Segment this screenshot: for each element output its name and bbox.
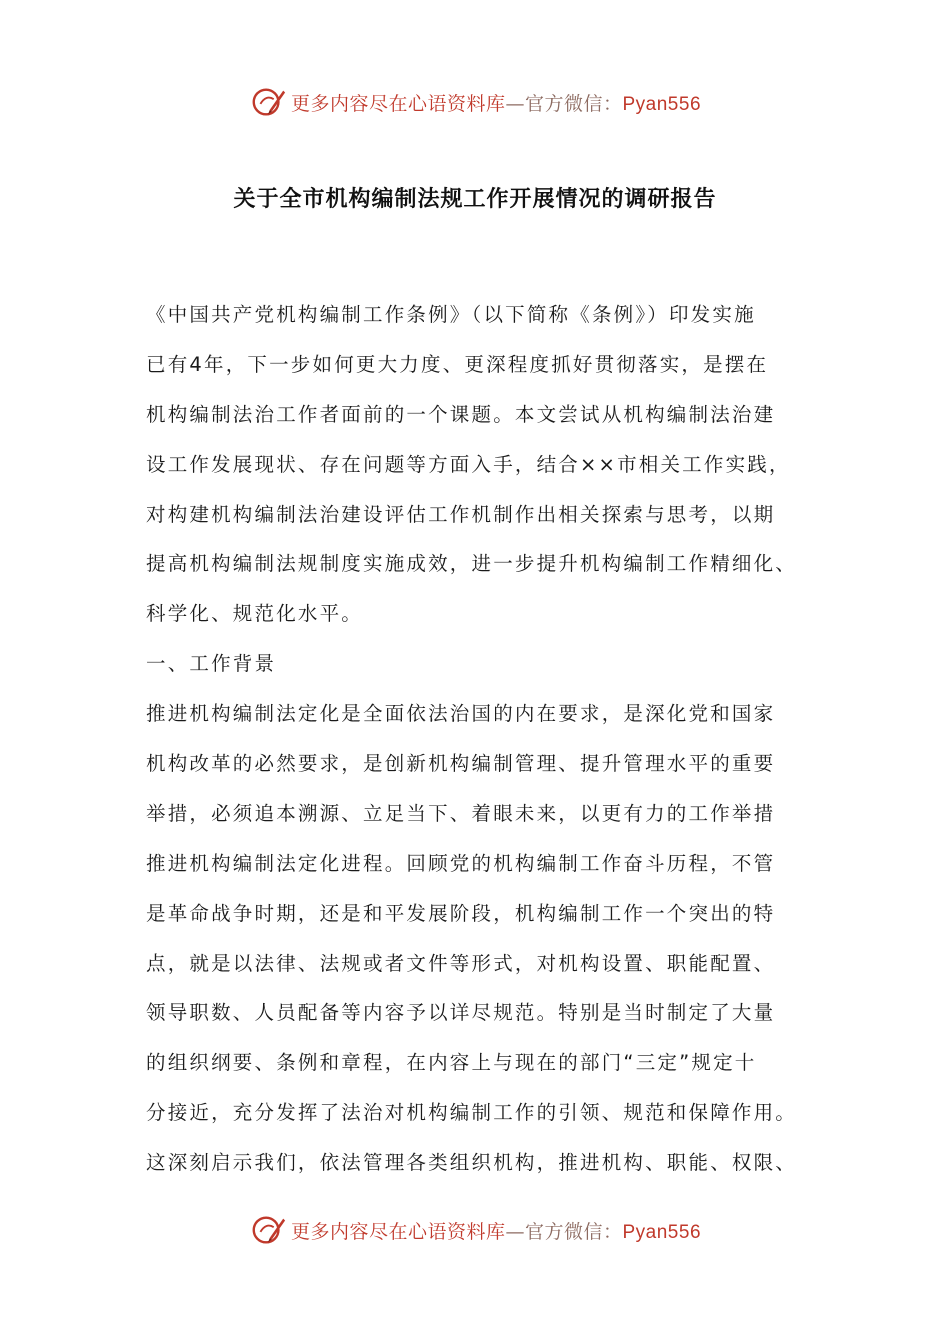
text-line: 科学化、规范化水平。 — [146, 602, 364, 626]
footer-watermark — [0, 1210, 950, 1250]
text-line: 推进机构编制法定化进程。回顾党的机构编制工作奋斗历程，不管 — [146, 851, 776, 875]
text-line: 分接近，充分发挥了法治对机构编制工作的引领、规范和保障作用。 — [146, 1101, 798, 1125]
text-line: 对构建机构编制法治建设评估工作机制作出相关探索与思考，以期 — [146, 502, 776, 526]
pen-logo-icon — [249, 1211, 287, 1249]
text-line: 机构编制法治工作者面前的一个课题。本文尝试从机构编制法治建 — [146, 402, 776, 426]
text-line: 提高机构编制法规制度实施成效，进一步提升机构编制工作精细化、 — [146, 552, 798, 576]
watermark-main: 更多内容尽在心语资料库 — [290, 92, 506, 115]
document-body — [146, 290, 826, 1188]
watermark-wechat-id: Pyan556 — [622, 93, 702, 115]
text-line: 已有4年，下一步如何更大力度、更深程度抓好贯彻落实，是摆在 — [146, 352, 769, 376]
text-line: 的组织纲要、条例和章程，在内容上与现在的部门“三定”规定十 — [146, 1051, 757, 1075]
text-line: 设工作发展现状、存在问题等方面入手，结合××市相关工作实践， — [146, 452, 791, 476]
watermark-text — [291, 1217, 701, 1244]
header-watermark — [0, 82, 950, 122]
section-heading: 一、工作背景 — [146, 652, 277, 676]
text-line: 领导职数、人员配备等内容予以详尽规范。特别是当时制定了大量 — [146, 1001, 776, 1025]
text-line: 机构改革的必然要求，是创新机构编制管理、提升管理水平的重要 — [146, 752, 776, 776]
text-line: 举措，必须追本溯源、立足当下、着眼未来，以更有力的工作举措 — [146, 801, 776, 825]
watermark-official: —官方微信： — [505, 1220, 623, 1243]
text-line: 《中国共产党机构编制工作条例》（以下简称《条例》）印发实施 — [146, 303, 756, 326]
watermark-wechat-id: Pyan556 — [622, 1221, 702, 1243]
text-line: 这深刻启示我们，依法管理各类组织机构，推进机构、职能、权限、 — [146, 1151, 798, 1175]
text-line: 是革命战争时期，还是和平发展阶段，机构编制工作一个突出的特 — [146, 901, 776, 925]
text-line: 点，就是以法律、法规或者文件等形式，对机构设置、职能配置、 — [146, 951, 776, 975]
watermark-main: 更多内容尽在心语资料库 — [290, 1220, 506, 1243]
watermark-official: —官方微信： — [505, 92, 623, 115]
document-title: 关于全市机构编制法规工作开展情况的调研报告 — [233, 187, 717, 212]
pen-logo-icon — [249, 83, 287, 121]
watermark-text — [291, 89, 701, 116]
text-line: 推进机构编制法定化是全面依法治国的内在要求，是深化党和国家 — [146, 702, 776, 726]
